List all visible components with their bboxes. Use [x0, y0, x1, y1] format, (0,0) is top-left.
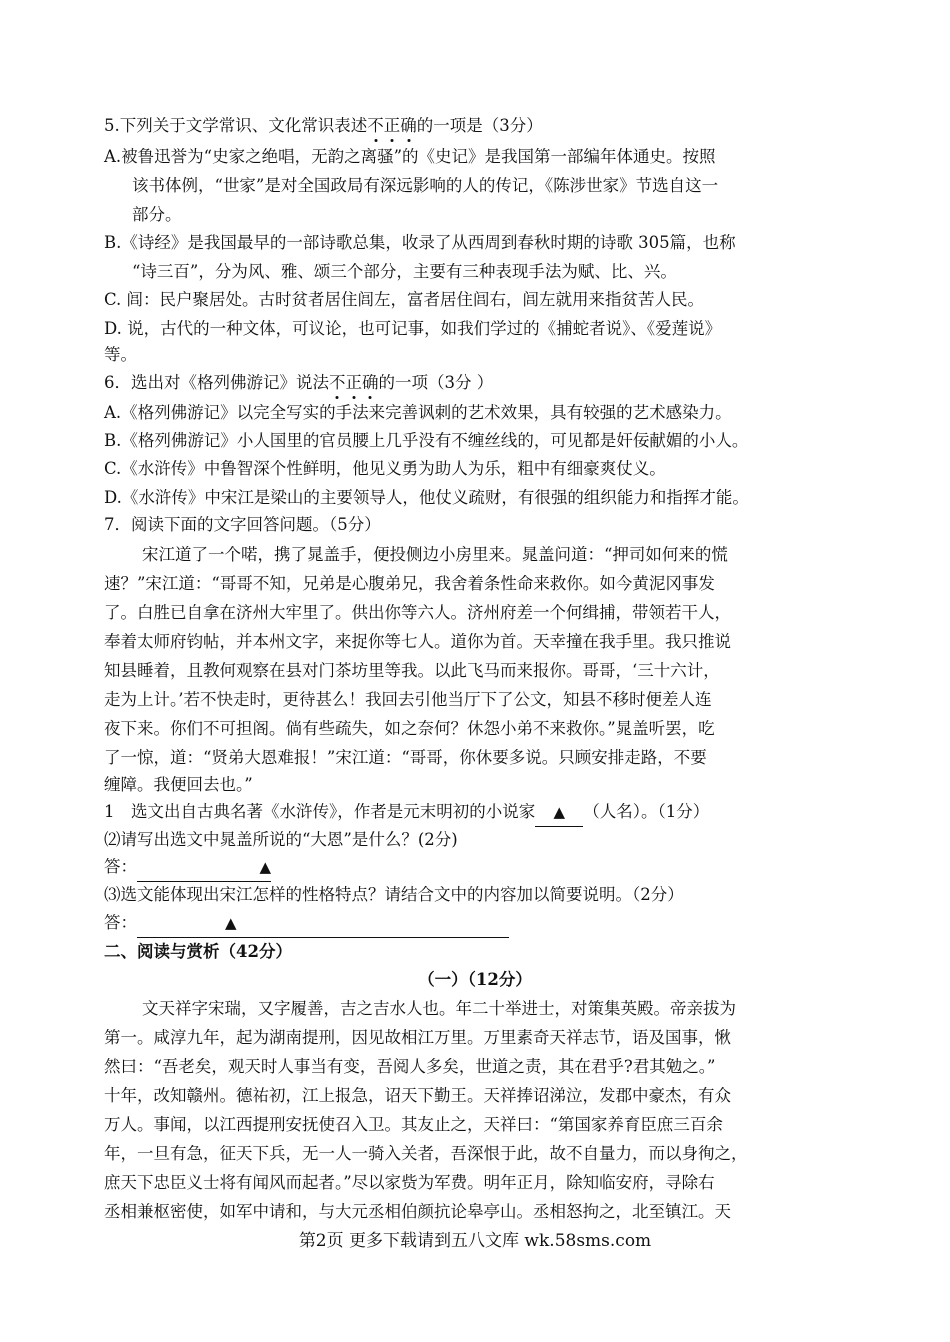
q5-option-d-line2: 等。: [104, 345, 137, 364]
q5-option-a-line1: A.被鲁迅誉为“史家之绝唱，无韵之离骚”的《史记》是我国第一部编年体通史。按照: [104, 147, 716, 166]
section2-passage-line: 万人。事闻，以江西提刑安抚使召入卫。其友止之，天祥曰：“第国家养育臣庶三百余: [104, 1115, 723, 1134]
triangle-marker-icon: ▲: [553, 803, 566, 821]
q5-option-b-line2: “诗三百”，分为风、雅、颂三个部分，主要有三种表现手法为赋、比、兴。: [132, 262, 677, 281]
q7-passage-line: 奉着太师府钧帖，并本州文字，来捉你等七人。道你为首。天幸撞在我手里。我只推说: [104, 632, 731, 651]
q6-option-b: B.《格列佛游记》小人国里的官员腰上几乎没有不缠丝线的，可见都是奸佞献媚的小人。: [104, 431, 749, 450]
emphasis-dot-char: 正: [346, 369, 363, 397]
section-subtitle: （一）（12分）: [418, 970, 532, 989]
q6-option-c: C.《水浒传》中鲁智深个性鲜明，他见义勇为助人为乐，粗中有细豪爽仗义。: [104, 459, 666, 478]
emphasis-dot-char: 正: [384, 112, 401, 140]
q7-passage-line: 速？”宋江道：“哥哥不知，兄弟是心腹弟兄，我舍着条性命来救你。如今黄泥冈事发: [104, 574, 715, 593]
q7-passage-line: 走为上计。’若不快走时，更待甚么！我回去引他当厅下了公文，知县不移时便差人连: [104, 690, 712, 709]
section-title: 二、阅读与赏析（42分）: [104, 942, 292, 961]
q7-sub2: ⑵请写出选文中晁盖所说的“大恩”是什么？(2分): [104, 830, 458, 849]
q5-option-b-line1: B.《诗经》是我国最早的一部诗歌总集，收录了从西周到春秋时期的诗歌 305篇，也称: [104, 233, 736, 252]
q7-sub3-answer: 答： ▲: [104, 909, 850, 938]
q6-option-d: D.《水浒传》中宋江是梁山的主要领导人，他仗义疏财，有很强的组织能力和指挥才能。: [104, 488, 749, 507]
q7-sub2-answer: 答： ▲: [104, 853, 850, 882]
section2-passage-line: 然曰：“吾老矣，观天时人事当有变，吾阅人多矣，世道之责，其在君乎?君其勉之。”: [104, 1057, 716, 1076]
triangle-marker-icon: ▲: [225, 914, 237, 932]
q7-passage-line: 宋江道了一个喏，携了晁盖手，便投侧边小房里来。晁盖问道：“押司如何来的慌: [142, 545, 728, 564]
q5-stem: 5.下列关于文学常识、文化常识表述不正确的一项是（3分）: [104, 112, 850, 140]
q7-passage-line: 夜下来。你们不可担阁。倘有些疏失，如之奈何？休怨小弟不来救你。”晁盖听罢，吃: [104, 719, 715, 738]
emphasis-dot-char: 不: [329, 369, 346, 397]
section2-passage-line: 庶天下忠臣义士将有闻风而起者。”尽以家赀为军费。明年正月，除知临安府，寻除右: [104, 1173, 715, 1192]
section2-passage-line: 十年，改知赣州。德祐初，江上报急，诏天下勤王。天祥捧诏涕泣，发郡中豪杰，有众: [104, 1086, 731, 1105]
answer-blank[interactable]: [535, 798, 583, 827]
emphasis-dot-char: 确: [400, 112, 417, 140]
q7-stem: 7．阅读下面的文字回答问题。（5分）: [104, 515, 381, 534]
section2-passage-line: 年，一旦有急，征天下兵，无一人一骑入关者，吾深恨于此，故不自量力，而以身徇之，: [104, 1144, 748, 1163]
page-footer: 第2页 更多下载请到五八文库 wk.58sms.com: [298, 1231, 652, 1251]
section2-passage-line: 丞相兼枢密使，如军中请和，与大元丞相伯颜抗论皋亭山。丞相怒拘之，北至镇江。天: [104, 1202, 731, 1221]
section2-passage-line: 文天祥字宋瑞，又字履善，吉之吉水人也。年二十举进士，对策集英殿。帝亲拔为: [142, 999, 736, 1018]
q7-passage-line: 了。白胜已自拿在济州大牢里了。供出你等六人。济州府差一个何缉捕，带领若干人，: [104, 603, 731, 622]
q5-option-c: C. 闾：民户聚居处。古时贫者居住闾左，富者居住闾右，闾左就用来指贫苦人民。: [104, 290, 705, 309]
emphasis-dot-char: 确: [362, 369, 379, 397]
q5-option-d-line1: D. 说，古代的一种文体，可议论，也可记事，如我们学过的《捕蛇者说》、《爱莲说》: [104, 319, 722, 338]
q7-passage-line: 了一惊，道：“贤弟大恩难报！”宋江道：“哥哥，你休要多说。只顾安排走路，不要: [104, 748, 707, 767]
q7-sub1: 1 选文出自古典名著《水浒传》，作者是元末明初的小说家 ▲ （人名）。（1分）: [104, 798, 850, 827]
triangle-marker-icon: ▲: [259, 858, 271, 876]
q5-option-a-line2: 该书体例，“世家”是对全国政局有深远影响的人的传记，《陈涉世家》节选自这一: [132, 176, 719, 195]
q7-passage-line: 知县睡着，且教何观察在县对门茶坊里等我。以此飞马而来报你。哥哥，‘三十六计，: [104, 661, 720, 680]
section2-passage-line: 第一。咸淳九年，起为湖南提刑，因见故相江万里。万里素奇天祥志节，语及国事，愀: [104, 1028, 731, 1047]
emphasis-dot-char: 不: [367, 112, 384, 140]
answer-blank[interactable]: [137, 853, 271, 882]
q7-passage-line: 缠障。我便回去也。”: [104, 775, 253, 794]
q5-option-a-line3: 部分。: [132, 205, 182, 224]
answer-blank[interactable]: [137, 909, 509, 938]
q6-option-a: A.《格列佛游记》以完全写实的手法来完善讽刺的艺术效果，具有较强的艺术感染力。: [104, 403, 732, 422]
q6-stem: 6．选出对《格列佛游记》说法不正确的一项（3分 ）: [104, 369, 850, 397]
q7-sub3: ⑶选文能体现出宋江怎样的性格特点？请结合文中的内容加以简要说明。（2分）: [104, 885, 684, 904]
